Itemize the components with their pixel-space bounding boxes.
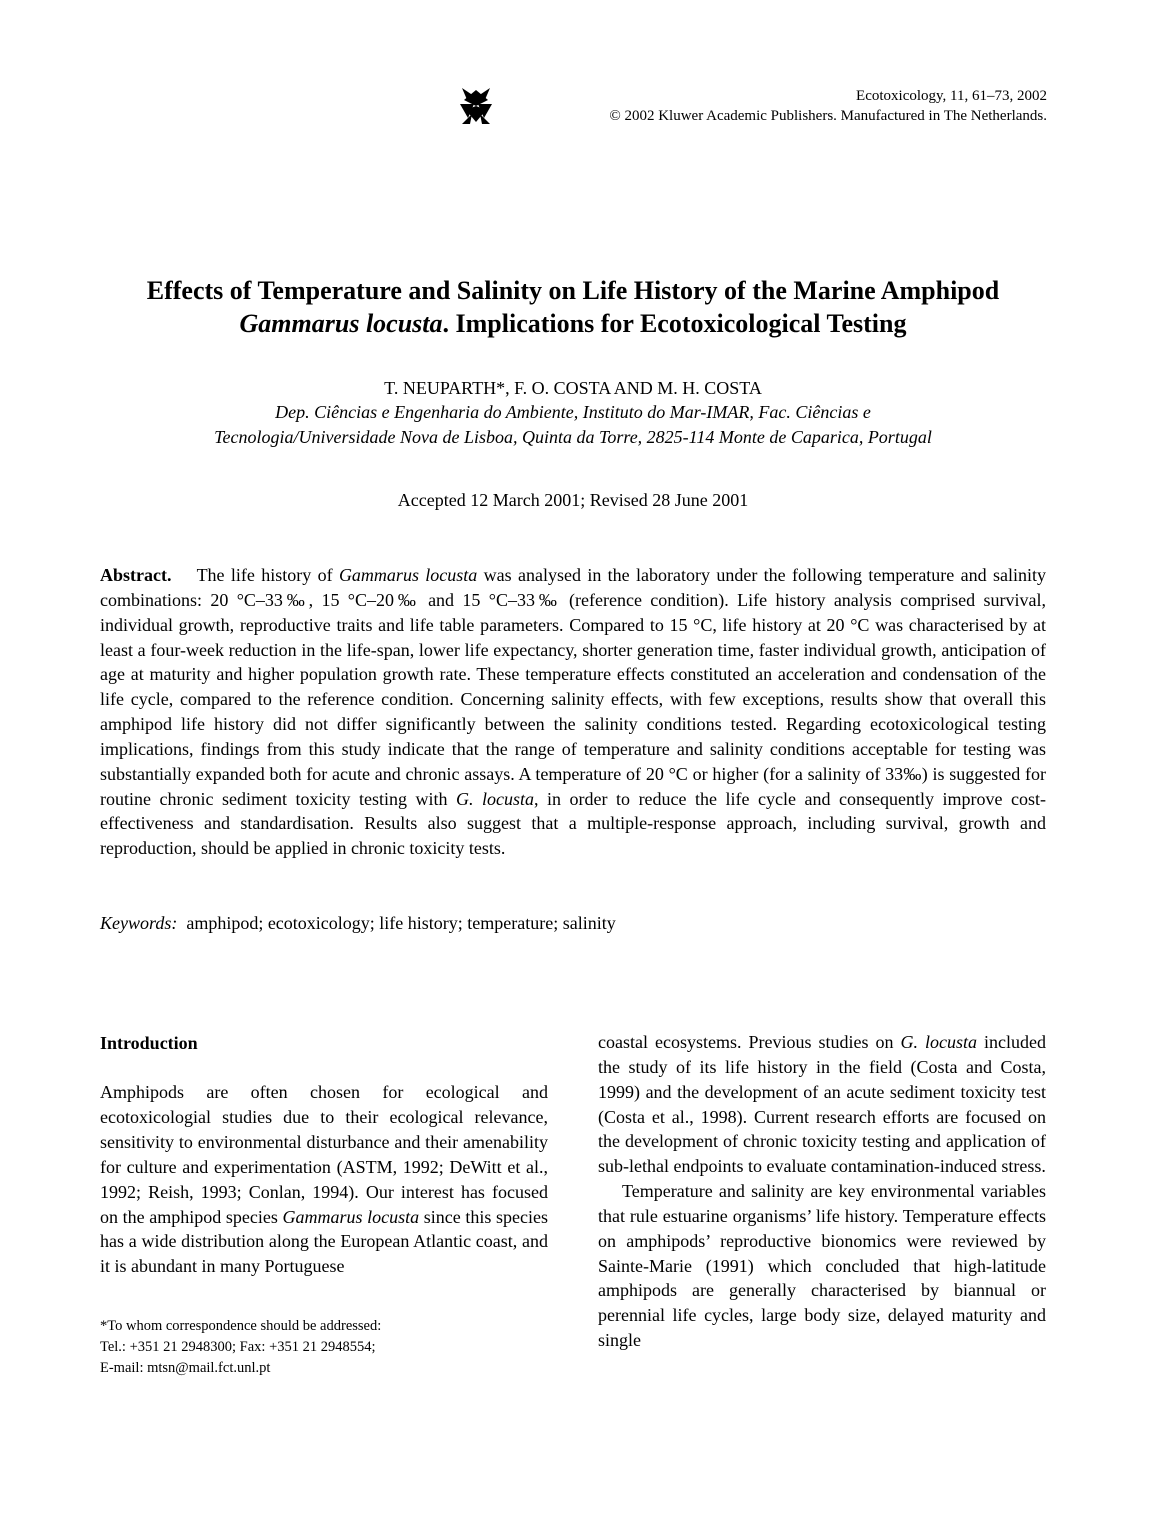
paragraph: Amphipods are often chosen for ecological and ecotoxicologial studies due to their ecological relevance, sensitivity to environmental disturbance and their amenability for culture and experimentation (ASTM, 1992; DeWitt et al., 1992; Reish, 1993; Conlan, 1994). Our interest has focused on the amphipod species Gammarus locusta since this species has a wide distribution along the European Atlantic coast, and it is abundant in many Portuguese [100, 1082, 548, 1277]
keywords [100, 911, 1046, 935]
author-list: T. NEUPARTH*, F. O. COSTA AND M. H. COSTA [384, 378, 762, 398]
correspondence-footnote: *To whom correspondence should be addressed: Tel.: +351 21 2948300; Fax: +351 21 2948554; E-mail: mtsn@mail.fct.unl.pt [100, 1316, 548, 1379]
introduction-right-column [598, 1030, 1046, 1353]
abstract-label: Abstract. [100, 565, 172, 585]
section-heading-introduction: Introduction [100, 1033, 198, 1053]
accepted-revised-dates: Accepted 12 March 2001; Revised 28 June 2001 [397, 490, 749, 510]
paper-title: Effects of Temperature and Salinity on Life History of the Marine Amphipod Gammarus locusta. Implications for Ecotoxicological Testing [146, 276, 1000, 338]
paragraph: coastal ecosystems. Previous studies on G. locusta included the study of its life history in the field (Costa and Costa, 1999) and the development of an acute sediment toxicity test (Costa et al., 1998). Current research efforts are focused on the development of chronic toxicity testing and application of sub-lethal endpoints to evaluate contamination-induced stress. [598, 1032, 1047, 1177]
keywords-list: amphipod; ecotoxicology; life history; temperature; salinity [186, 913, 616, 933]
keywords-label: Keywords: [100, 913, 178, 933]
journal-header [609, 86, 1047, 126]
copyright-line: © 2002 Kluwer Academic Publishers. Manufactured in The Netherlands. [609, 108, 1047, 124]
title-species: Gammarus locusta [239, 309, 443, 338]
publisher-logo-icon [458, 86, 494, 126]
introduction-left-column [100, 1080, 548, 1279]
paragraph: Temperature and salinity are key environmental variables that rule estuarine organisms’ life history. Temperature effects on amphipods’ reproductive bionomics were reviewed by Sainte-Marie (1991) which concluded that high-latitude amphipods are generally characterised by biannual or perennial life cycles, large body size, delayed maturity and single [598, 1181, 1046, 1351]
email-address: E-mail: mtsn@mail.fct.unl.pt [100, 1360, 271, 1376]
journal-citation: Ecotoxicology, 11, 61–73, 2002 [856, 88, 1047, 104]
abstract: Abstract. The life history of Gammarus locusta was analysed in the laboratory under the following temperature and salinity combinations: 20 °C–33‰, 15 °C–20‰ and 15 °C–33‰ (reference condition). Life history analysis comprised survival, individual growth, reproductive traits and life table parameters. Compared to 15 °C, life history at 20 °C was characterised by at least a four-week reduction in the life-span, lower life expectancy, shorter generation time, faster individual growth, anticipation of age at maturity and higher population growth rate. These temperature effects constituted an acceleration and condensation of the life cycle, compared to the reference condition. Concerning salinity effects, with few exceptions, results show that overall this amphipod life history did not differ significantly between the salinity conditions tested. Regarding ecotoxicological testing implications, findings from this study indicate that the range of temperature and salinity conditions acceptable for testing was substantially expanded both for acute and chronic assays. A temperature of 20 °C or higher (for a salinity of 33‰) is suggested for routine chronic sediment toxicity testing with G. locusta, in order to reduce the life cycle and consequently improve cost-effectiveness and standardisation. Results also suggest that a multiple-response approach, including survival, growth and reproduction, should be applied in chronic toxicity tests. [100, 565, 1046, 859]
affiliation [100, 400, 1046, 450]
affiliation-line-1: Dep. Ciências e Engenharia do Ambiente, Instituto do Mar-IMAR, Fac. Ciências e [275, 402, 871, 422]
affiliation-line-2: Tecnologia/Universidade Nova de Lisboa, Quinta da Torre, 2825-114 Monte de Caparica, Portugal [214, 427, 932, 447]
